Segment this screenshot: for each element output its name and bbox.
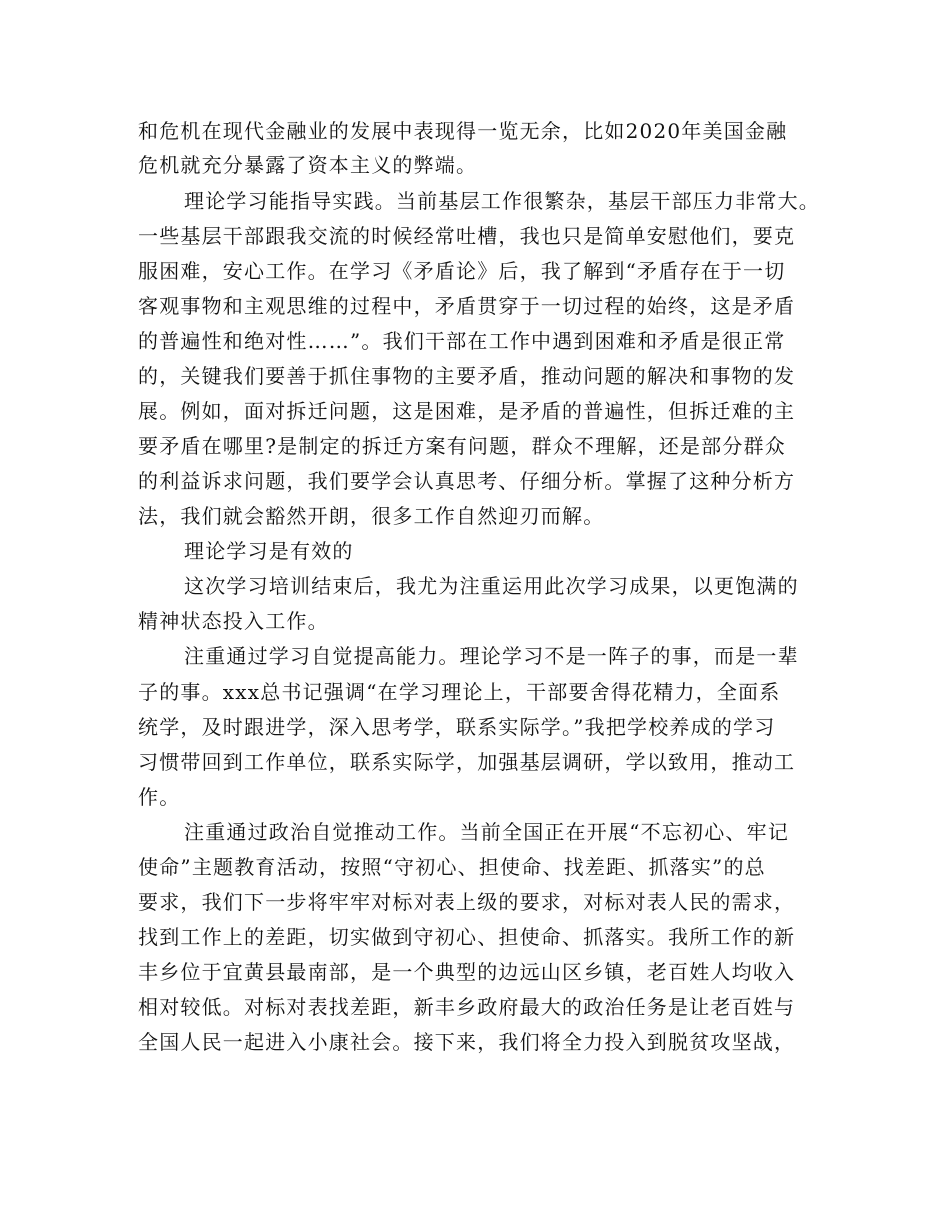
paragraph-first-line: 理论学习能指导实践。当前基层工作很繁杂，基层干部压力非常大。 <box>184 189 820 213</box>
text-line: 的普遍性和绝对性……”。我们干部在工作中遇到困难和矛盾是很正常 <box>138 329 786 353</box>
text-line: 一些基层干部跟我交流的时候经常吐槽，我也只是简单安慰他们，要克 <box>138 224 796 248</box>
text-line: 作。 <box>138 785 181 809</box>
text-line: 找到工作上的差距，切实做到守初心、担使命、抓落实。我所工作的新 <box>138 925 796 949</box>
text-line: 要矛盾在哪里?是制定的拆迁方案有问题，群众不理解，还是部分群众 <box>138 434 786 458</box>
paragraph-first-line: 注重通过政治自觉推动工作。当前全国正在开展“不忘初心、牢记 <box>184 820 790 844</box>
text-line: 习惯带回到工作单位，联系实际学，加强基层调研，学以致用，推动工 <box>138 750 796 774</box>
paragraph-first-line: 注重通过学习自觉提高能力。理论学习不是一阵子的事，而是一辈 <box>184 644 799 668</box>
text-line: 相对较低。对标对表找差距，新丰乡政府最大的政治任务是让老百姓与 <box>138 995 796 1019</box>
text-line: 法，我们就会豁然开朗，很多工作自然迎刃而解。 <box>138 504 605 528</box>
text-line: 丰乡位于宜黄县最南部，是一个典型的边远山区乡镇，老百姓人均收入 <box>138 960 796 984</box>
text-line: 精神状态投入工作。 <box>138 609 329 633</box>
text-line: 统学，及时跟进学，深入思考学，联系实际学。”我把学校养成的学习 <box>138 715 776 739</box>
paragraph-first-line: 这次学习培训结束后，我尤为注重运用此次学习成果，以更饱满的 <box>184 574 799 598</box>
text-line: 的利益诉求问题，我们要学会认真思考、仔细分析。掌握了这种分析方 <box>138 469 796 493</box>
text-line: 展。例如，面对拆迁问题，这是困难，是矛盾的普遍性，但拆迁难的主 <box>138 399 796 423</box>
text-line: 和危机在现代金融业的发展中表现得一览无余，比如2020年美国金融 <box>138 119 788 143</box>
text-line: 危机就充分暴露了资本主义的弊端。 <box>138 153 478 177</box>
text-line: 的，关键我们要善于抓住事物的主要矛盾，推动问题的解决和事物的发 <box>138 364 796 388</box>
section-heading: 理论学习是有效的 <box>184 539 354 563</box>
text-line: 子的事。xxx总书记强调“在学习理论上，干部要舍得花精力，全面系 <box>138 680 781 704</box>
text-line: 全国人民一起进入小康社会。接下来，我们将全力投入到脱贫攻坚战， <box>138 1030 796 1054</box>
text-line: 服困难，安心工作。在学习《矛盾论》后，我了解到“矛盾存在于一切 <box>138 259 786 283</box>
text-line: 使命”主题教育活动，按照“守初心、担使命、找差距、抓落实”的总 <box>138 855 766 879</box>
text-line: 客观事物和主观思维的过程中，矛盾贯穿于一切过程的始终，这是矛盾 <box>138 294 796 318</box>
text-line: 要求，我们下一步将牢牢对标对表上级的要求，对标对表人民的需求， <box>138 890 796 914</box>
